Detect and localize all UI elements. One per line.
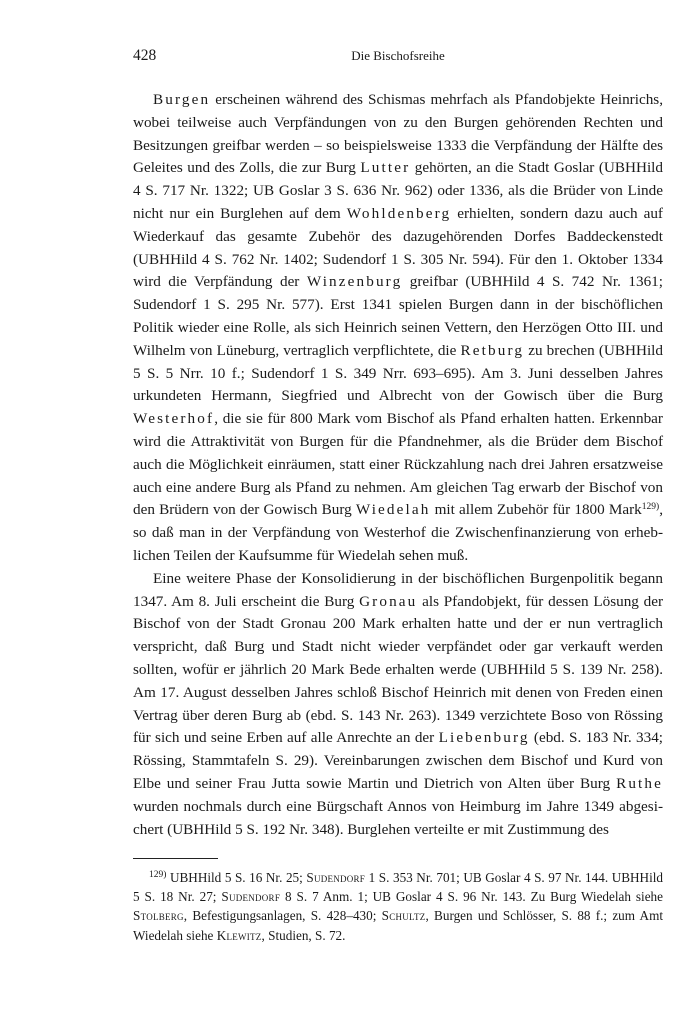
paragraph-2 <box>133 568 663 842</box>
paragraph-1 <box>133 89 663 568</box>
text-run: wurden nochmals durch eine Bürgschaft Annos von Heimburg im Jahre 1349 abgesichert (UBHHild 5 S. 192 Nr. 348). Burglehen verteilte er mit Zustimmung des <box>133 797 663 838</box>
author-name: Sudendorf <box>306 870 366 885</box>
text-run: mit allem Zubehör für 1800 Mark <box>430 501 642 519</box>
text-run: erhielten, sondern dazu auch auf Wiederkauf das gesamte Zubehör des dazugehörenden Dorfes Baddeckenstedt (UBHHild 4 S. 762 Nr. 1402; Sudendorf 1 S. 305 Nr. 594). Für den 1. Oktober 1334 wird die Verpfändung der <box>133 204 663 291</box>
author-name: Stolberg <box>133 908 184 924</box>
text-run: 1 S. 353 Nr. 701; UB Goslar 4 S. 97 Nr. 144. UBHHild 5 S. 18 Nr. 27; <box>133 870 663 905</box>
text-run: (ebd. S. 183 Nr. 334; Rössing, Stammtafeln S. 29). Vereinbarungen zwischen dem Bischof und Kurd von Elbe und seiner Frau Jutta sowie Martin und Dietrich von Alten über Burg <box>133 729 664 792</box>
text-run: als Pfandobjekt, für dessen Lösung der Bischof von der Stadt Gronau 200 Mark erhalten hatte und der er nun vertraglich verspricht, daß Burg und Stadt nicht wieder verpfändet oder gar verkauft werden sollten, wofür er jährlich 20 Mark Bede erhalten werde (UBHHild 5 S. 139 Nr. 258). Am 17. August desselben Jahres schloß Bischof Heinrich mit denen von Freden einen Vertrag über deren Burg ab (ebd. S. 143 Nr. 263). 1349 verzichtete Boso von Rössing für sich und seine Erben auf alle Anrechte an der <box>133 592 664 747</box>
text-run: gehörten, an die Stadt Goslar (UBHHild 4 S. 717 Nr. 1322; UB Goslar 3 S. 636 Nr. 962) oder 1336, als die Brüder von Linde nicht nur ein Burglehen auf dem <box>133 159 663 222</box>
text-run: , Befestigungsanlagen, S. 428–430; <box>183 908 382 924</box>
author-name: Klewitz <box>216 927 262 943</box>
spaced-term: Winzenburg <box>306 273 403 291</box>
text-run: erscheinen während des Schismas mehrfach als Pfandobjekte Heinrichs, wobei teilweise auch Verpfändungen von zu den Burgen gehörenden Rechten und Besitzungen greifbar werden – so beispielsweise 1333 die Verpfändung der Hälfte des Geleites und des Zolls, die zur Burg <box>133 91 663 177</box>
spaced-term: Retburg <box>460 341 525 359</box>
spaced-term: Wiedelah <box>355 501 431 519</box>
text-run: zu brechen (UBHHild 5 S. 5 Nrr. 10 f.; Sudendorf 1 S. 349 Nrr. 693–695). Am 3. Juni desselben Jahres urkundeten Hermann, Siegfried und Albrecht von der Gowisch über die Burg <box>133 341 663 405</box>
text-run: UBHHild 5 S. 16 Nr. 25; <box>166 870 307 885</box>
spaced-term: Burgen <box>153 91 211 108</box>
running-title: Die Bischofsreihe <box>351 48 445 63</box>
body-text <box>133 89 663 841</box>
spaced-term: Wohldenberg <box>346 204 452 222</box>
text-run: , Studien, S. 72. <box>261 927 346 943</box>
spaced-term: Liebenburg <box>438 729 530 747</box>
footnote-divider <box>133 858 218 859</box>
author-name: Schultz <box>381 908 426 924</box>
text-run: Eine weitere Phase der Konsolidierung in der bischöflichen Burgenpolitik begann 1347. Am 8. Juli erscheint die Burg <box>133 569 663 610</box>
footnote-129 <box>133 868 663 945</box>
footnote <box>133 868 663 945</box>
text-run: , Burgen und Schlösser, S. 88 f.; zum Amt Wiedelah siehe <box>133 908 663 943</box>
text-run: , die sie für 800 Mark vom Bischof als Pfand erhalten hatten. Erkennbar wird die Attraktivität von Burgen für die Pfandnehmer, als die Brüder dem Bischof auch die Möglichkeit einräumen, statt einer Rückzahlung nach drei Jahren ersatzweise auch eine andere Burg als Pfand zu nehmen. Am gleichen Tag erwarb der Bischof von den Brüdern von der Gowisch Burg <box>133 410 663 519</box>
text-run: 8 S. 7 Anm. 1; UB Goslar 4 S. 96 Nr. 143. Zu Burg Wiedelah siehe <box>280 889 663 905</box>
page-header <box>133 47 663 69</box>
text-run: , so daß man in der Verpfändung von Westerhof die Zwischenfinanzierung von erheblichen Teilen der Kaufsumme für Wiedelah sehen muß. <box>133 501 663 564</box>
author-name: Sudendorf <box>221 889 281 905</box>
spaced-term: Ruthe <box>616 774 663 792</box>
spaced-term: Westerhof <box>133 410 215 428</box>
footnote-marker: 129) <box>149 870 167 880</box>
spaced-term: Gronau <box>359 592 418 610</box>
page-number: 428 <box>133 47 157 64</box>
footnote-reference: 129) <box>641 502 660 513</box>
spaced-term: Lutter <box>360 159 411 177</box>
text-run: greifbar (UBHHild 4 S. 742 Nr. 1361; Sudendorf 1 S. 295 Nr. 577). Erst 1341 spielen Burgen dann in der bischöflichen Politik wieder eine Rolle, als sich Heinrich seinen Vettern, den Herzögen Otto III. und Wilhelm von Lüneburg, vertraglich verpflichtete, die <box>133 273 663 359</box>
